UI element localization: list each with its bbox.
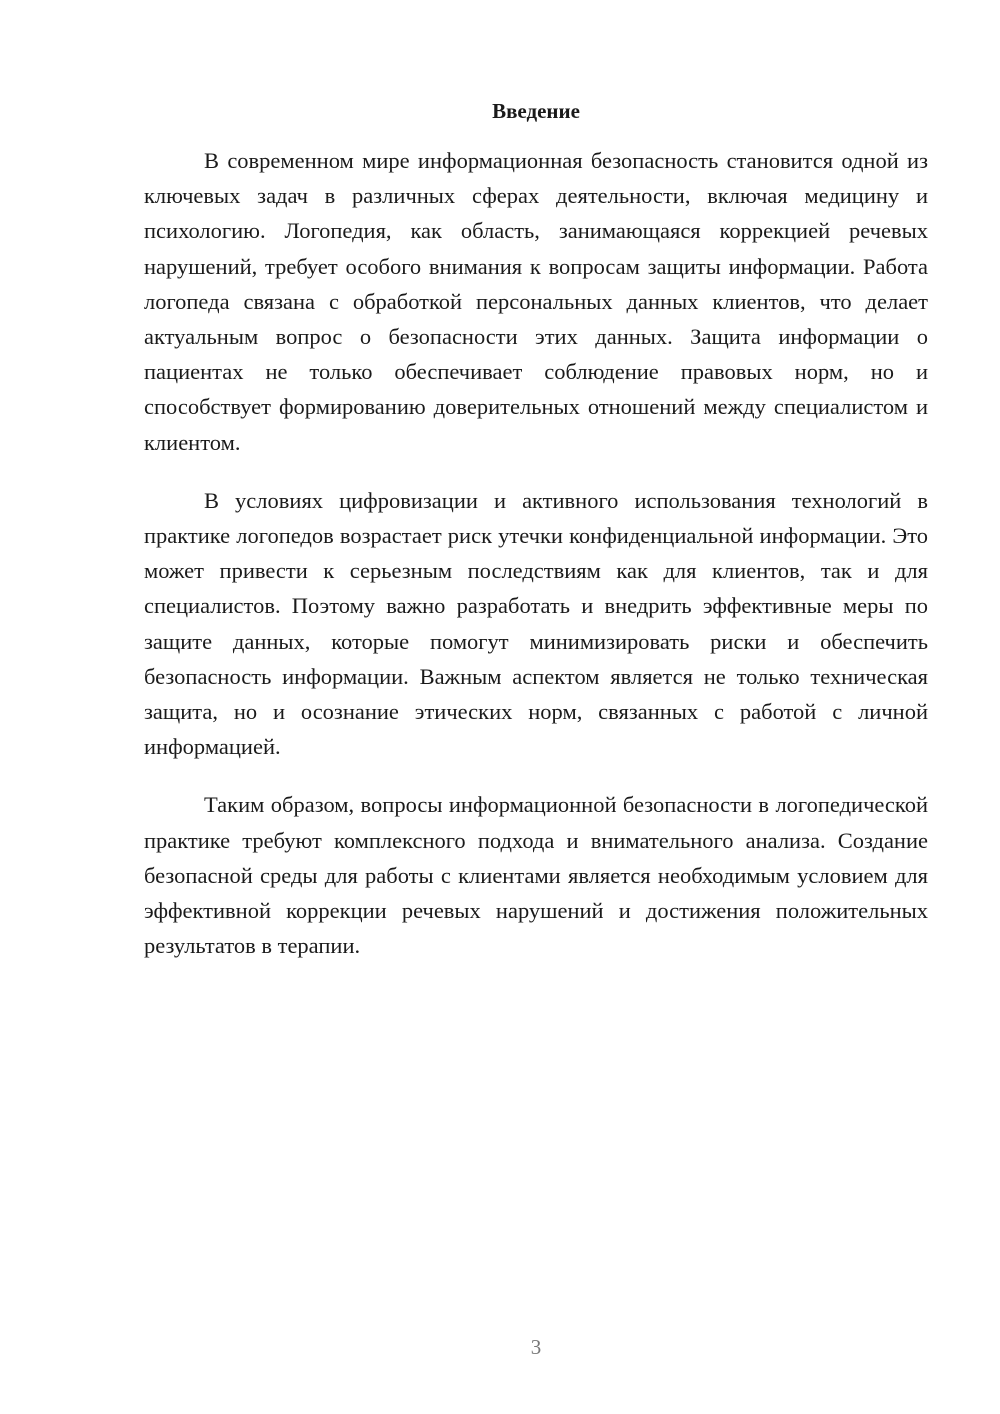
body-text xyxy=(144,143,928,986)
paragraph-1: В современном мире информационная безопасность становится одной из ключевых задач в различных сферах деятельности, включая медицину и психологию. Логопедия, как область, занимающаяся коррекцией речевых нарушений, требует особого внимания к вопросам защиты информации. Работа логопеда связана с обработкой персональных данных клиентов, что делает актуальным вопрос о безопасности этих данных. Защита информации о пациентах не только обеспечивает соблюдение правовых норм, но и способствует формированию доверительных отношений между специалистом и клиентом. xyxy=(144,148,928,455)
paragraph-2: В условиях цифровизации и активного использования технологий в практике логопедов возрастает риск утечки конфиденциальной информации. Это может привести к серьезным последствиям как для клиентов, так и для специалистов. Поэтому важно разработать и внедрить эффективные меры по защите данных, которые помогут минимизировать риски и обеспечить безопасность информации. Важным аспектом является не только техническая защита, но и осознание этических норм, связанных с работой с личной информацией. xyxy=(144,487,928,760)
page-number: 3 xyxy=(530,1335,542,1359)
paragraph-3: Таким образом, вопросы информационной безопасности в логопедической практике требуют комплексного подхода и внимательного анализа. Создание безопасной среды для работы с клиентами является необходимым условием для эффективной коррекции речевых нарушений и достижения положительных результатов в терапии. xyxy=(144,792,928,959)
section-heading: Введение xyxy=(492,99,580,123)
